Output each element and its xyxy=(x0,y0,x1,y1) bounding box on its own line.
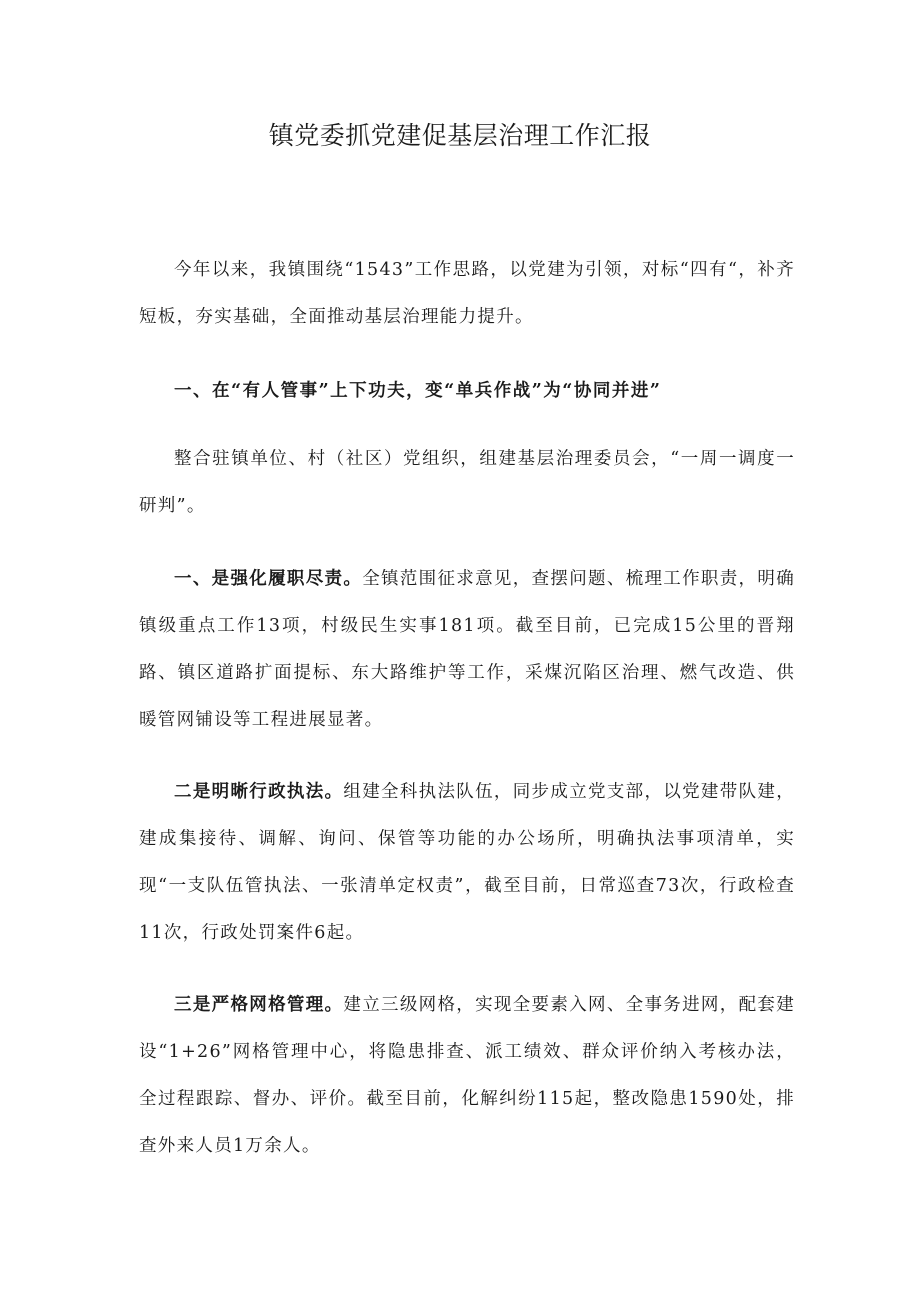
point-lead-2: 二是明晰行政执法。 xyxy=(174,782,344,802)
point-paragraph-1 xyxy=(139,556,795,744)
point-paragraph-2 xyxy=(139,769,795,957)
point-paragraph-3 xyxy=(139,982,795,1170)
intro-paragraph: 今年以来，我镇围绕“1543”工作思路，以党建为引领，对标“四有“，补齐短板，夯实基础，全面推动基层治理能力提升。 xyxy=(139,260,795,327)
point-lead-3: 三是严格网格管理。 xyxy=(174,995,344,1015)
document-title: 镇党委抓党建促基层治理工作汇报 xyxy=(268,121,652,150)
point-lead-1: 一、是强化履职尽责。 xyxy=(174,569,363,589)
section-heading: 一、在“有人管事”上下功夫，变“单兵作战”为“协同并进” xyxy=(174,381,662,401)
section-intro-paragraph: 整合驻镇单位、村（社区）党组织，组建基层治理委员会，“一周一调度一研判”。 xyxy=(139,449,795,516)
point-text-1: 全镇范围征求意见，查摆问题、梳理工作职责，明确镇级重点工作13项，村级民生实事181项。截至目前，已完成15公里的晋翔路、镇区道路扩面提标、东大路维护等工作，采煤沉陷区治理、燃气改造、供暖管网铺设等工程进展显著。 xyxy=(139,569,795,730)
point-text-3: 建立三级网格，实现全要素入网、全事务进网，配套建设“1+26”网格管理中心，将隐患排查、派工绩效、群众评价纳入考核办法，全过程跟踪、督办、评价。截至目前，化解纠纷115起，整改隐患1590处，排查外来人员1万余人。 xyxy=(139,995,795,1156)
point-text-2: 组建全科执法队伍，同步成立党支部，以党建带队建，建成集接待、调解、询问、保管等功能的办公场所，明确执法事项清单，实现“一支队伍管执法、一张清单定权责”，截至目前，日常巡查73次，行政检查11次，行政处罚案件6起。 xyxy=(139,782,795,943)
